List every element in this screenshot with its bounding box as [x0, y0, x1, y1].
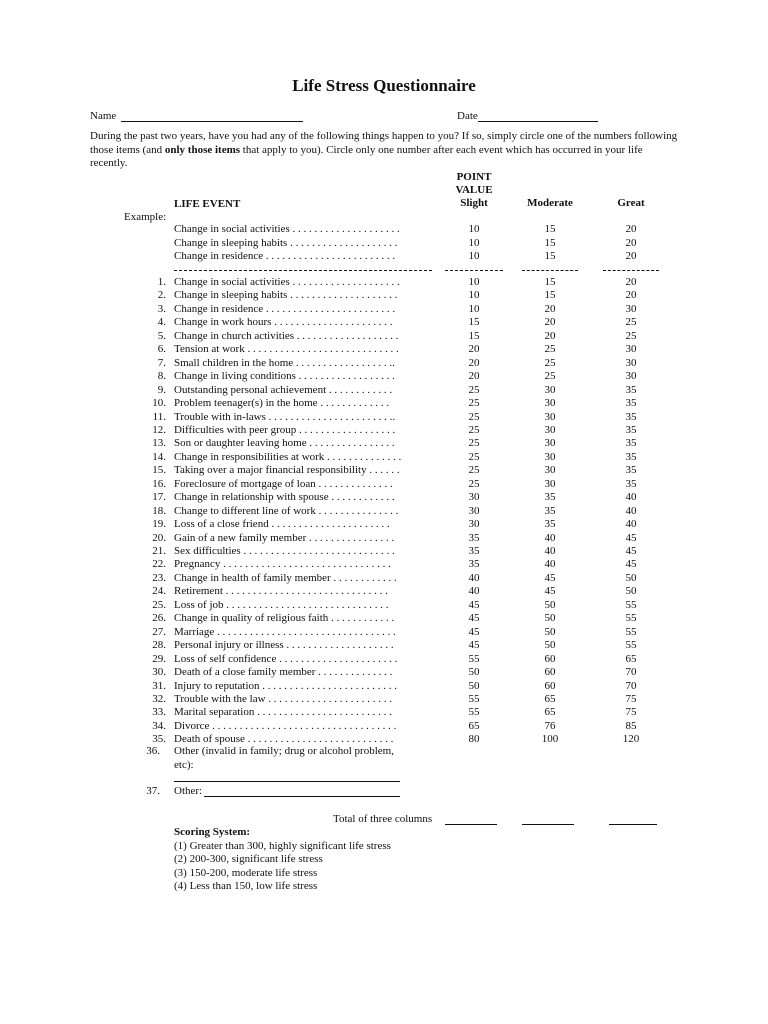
scoring-item: (4) Less than 150, low life stress: [174, 880, 318, 892]
separator-slight: [445, 270, 503, 271]
moderate-value[interactable]: 15: [544, 236, 556, 249]
slight-value[interactable]: 45: [468, 625, 480, 638]
event-label: Change in residence . . . . . . . . . . . . . . . . . . . . . . . .: [174, 250, 396, 262]
event-row: [0, 343, 768, 357]
slight-value[interactable]: 35: [468, 545, 480, 557]
name-label: Name: [90, 110, 117, 122]
slight-value[interactable]: 80: [468, 733, 480, 746]
event-number: 34.: [152, 719, 166, 732]
event-row: [0, 370, 768, 384]
event-number: 15.: [152, 464, 166, 477]
event-number: 24.: [152, 585, 166, 598]
instructions-bold: only those items: [164, 143, 241, 156]
slight-value[interactable]: 10: [468, 223, 480, 235]
great-value[interactable]: 35: [625, 464, 637, 477]
great-value[interactable]: 55: [625, 612, 637, 625]
moderate-value[interactable]: 30: [544, 450, 556, 463]
event-row: [0, 693, 768, 707]
moderate-value[interactable]: 45: [544, 571, 556, 584]
great-value[interactable]: 85: [625, 719, 637, 732]
moderate-value[interactable]: 25: [544, 370, 556, 383]
event-number: 14.: [152, 450, 166, 463]
event-number: 28.: [152, 639, 166, 652]
slight-value[interactable]: 30: [468, 518, 480, 531]
scoring-item: (2) 200-300, significant life stress: [174, 853, 323, 865]
event-label: Retirement . . . . . . . . . . . . . . . . . . . . . . . . . . . . . .: [174, 585, 388, 598]
moderate-value[interactable]: 40: [544, 531, 556, 544]
moderate-value[interactable]: 35: [544, 504, 556, 517]
event-row: [0, 572, 768, 586]
great-value[interactable]: 20: [625, 250, 637, 262]
slight-value[interactable]: 25: [468, 450, 480, 463]
event-label: Change in quality of religious faith . . . . . . . . . . . .: [174, 612, 395, 625]
great-value[interactable]: 20: [625, 223, 637, 235]
event-label: Change in church activities . . . . . . . . . . . . . . . . . . .: [174, 329, 399, 342]
event-number: 26.: [152, 612, 166, 625]
event-label: Taking over a major financial responsibility . . . . . .: [174, 464, 400, 477]
event-number: 27.: [152, 625, 166, 638]
event-row: [0, 384, 768, 398]
great-value[interactable]: 65: [625, 652, 637, 665]
event-label: Change in residence . . . . . . . . . . . . . . . . . . . . . . . .: [174, 302, 396, 315]
event-number: 35.: [152, 733, 166, 746]
event-number: 8.: [157, 370, 166, 383]
moderate-value[interactable]: 30: [544, 423, 556, 436]
event-label: Other (invalid in family; drug or alcohol problem, etc):: [174, 745, 394, 771]
slight-value[interactable]: 35: [468, 558, 480, 571]
moderate-value[interactable]: 30: [544, 477, 556, 490]
great-value[interactable]: 40: [625, 518, 637, 531]
event-row: [0, 639, 768, 653]
event-row: [0, 518, 768, 532]
event-label: Divorce . . . . . . . . . . . . . . . . . . . . . . . . . . . . . . . . . .: [174, 719, 397, 732]
great-value[interactable]: 70: [625, 679, 637, 692]
event-row: [0, 626, 768, 640]
great-value[interactable]: 25: [625, 329, 637, 342]
event-row: [0, 505, 768, 519]
example-label: Example:: [124, 211, 167, 223]
moderate-value[interactable]: 20: [544, 316, 556, 329]
moderate-value[interactable]: 30: [544, 464, 556, 477]
header-point-value: [446, 171, 502, 210]
slight-value[interactable]: 25: [468, 423, 480, 436]
event-label: Loss of self confidence . . . . . . . . . . . . . . . . . . . . . .: [174, 652, 398, 665]
event-row: [0, 680, 768, 694]
example-row: [0, 250, 768, 264]
page-title: Life Stress Questionnaire: [292, 76, 476, 95]
slight-value[interactable]: 25: [468, 410, 480, 423]
slight-value[interactable]: 50: [468, 679, 480, 692]
event-label: Personal injury or illness . . . . . . . . . . . . . . . . . . . .: [174, 639, 394, 652]
event-number: 30.: [152, 666, 166, 679]
slight-value[interactable]: 45: [468, 639, 480, 652]
event-number: 17.: [152, 491, 166, 504]
moderate-value[interactable]: 50: [544, 612, 556, 625]
total-great-blank[interactable]: [609, 824, 657, 825]
great-value[interactable]: 75: [625, 692, 637, 705]
event-label: Injury to reputation . . . . . . . . . . . . . . . . . . . . . . . . .: [174, 679, 398, 692]
event-row: [0, 599, 768, 613]
event-label: Change to different line of work . . . . . . . . . . . . . . .: [174, 504, 399, 517]
slight-value[interactable]: 20: [468, 356, 480, 369]
event-row: [0, 316, 768, 330]
event-number: 20.: [152, 531, 166, 544]
event-row: [0, 289, 768, 303]
moderate-value[interactable]: 15: [544, 276, 556, 288]
great-value[interactable]: 55: [625, 598, 637, 611]
great-value[interactable]: 55: [625, 639, 637, 652]
event-number: 18.: [152, 504, 166, 517]
event-number: 36.: [146, 745, 160, 757]
slight-value[interactable]: 55: [468, 692, 480, 705]
scoring-system: [174, 826, 391, 894]
event-row: [0, 612, 768, 626]
slight-value[interactable]: 55: [468, 652, 480, 665]
slight-value[interactable]: 25: [468, 397, 480, 410]
great-value[interactable]: 40: [625, 491, 637, 504]
event-number: 25.: [152, 598, 166, 611]
header-great: Great: [617, 197, 645, 209]
event-row: [0, 666, 768, 680]
event-label: Trouble with the law . . . . . . . . . . . . . . . . . . . . . . .: [174, 692, 393, 705]
event-number: 9.: [157, 383, 166, 396]
moderate-value[interactable]: 65: [544, 706, 556, 719]
event-label: Change in sleeping habits . . . . . . . . . . . . . . . . . . . .: [174, 289, 398, 302]
event-label: Loss of job . . . . . . . . . . . . . . . . . . . . . . . . . . . . . .: [174, 598, 389, 611]
event-number: 21.: [152, 545, 166, 557]
slight-value[interactable]: 45: [468, 612, 480, 625]
moderate-value[interactable]: 30: [544, 437, 556, 450]
great-value[interactable]: 35: [625, 477, 637, 490]
event-number: 31.: [152, 679, 166, 692]
event-label: Pregnancy . . . . . . . . . . . . . . . . . . . . . . . . . . . . . . .: [174, 558, 391, 571]
slight-value[interactable]: 10: [468, 276, 480, 288]
event-number: 10.: [152, 397, 166, 410]
great-value[interactable]: 30: [625, 356, 637, 369]
event-row: [0, 424, 768, 438]
great-value[interactable]: 20: [625, 276, 637, 288]
slight-value[interactable]: 25: [468, 464, 480, 477]
scoring-heading: Scoring System:: [174, 826, 251, 838]
event-number: 19.: [152, 518, 166, 531]
event-number: 29.: [152, 652, 166, 665]
moderate-value[interactable]: 50: [544, 639, 556, 652]
moderate-value[interactable]: 50: [544, 598, 556, 611]
event-label: Change in health of family member . . . . . . . . . . . .: [174, 571, 397, 584]
great-value[interactable]: 35: [625, 437, 637, 450]
event-label: Outstanding personal achievement . . . . . . . . . . . .: [174, 383, 393, 396]
slight-value[interactable]: 30: [468, 504, 480, 517]
event-label: Death of spouse . . . . . . . . . . . . . . . . . . . . . . . . . . .: [174, 733, 394, 746]
event-row: [0, 303, 768, 317]
slight-value[interactable]: 55: [468, 706, 480, 719]
name-field[interactable]: [90, 110, 303, 122]
event-row: [0, 464, 768, 478]
event-label: Marriage . . . . . . . . . . . . . . . . . . . . . . . . . . . . . . . . .: [174, 625, 396, 638]
moderate-value[interactable]: 35: [544, 491, 556, 504]
moderate-value[interactable]: 30: [544, 397, 556, 410]
name-blank-line[interactable]: [121, 111, 303, 122]
slight-value[interactable]: 15: [468, 316, 480, 329]
event-row: [0, 437, 768, 451]
event-number: 11.: [152, 410, 166, 423]
great-value[interactable]: 35: [625, 397, 637, 410]
example-row: [0, 223, 768, 237]
slight-value[interactable]: 30: [468, 491, 480, 504]
moderate-value[interactable]: 60: [544, 679, 556, 692]
event-label: Change in relationship with spouse . . . . . . . . . . . .: [174, 491, 395, 504]
great-value[interactable]: 50: [625, 571, 637, 584]
moderate-value[interactable]: 76: [544, 719, 556, 732]
event-label: Tension at work . . . . . . . . . . . . . . . . . . . . . . . . . . . .: [174, 343, 399, 356]
moderate-value[interactable]: 15: [544, 223, 556, 235]
slight-value[interactable]: 25: [468, 477, 480, 490]
slight-value[interactable]: 20: [468, 370, 480, 383]
great-value[interactable]: 35: [625, 410, 637, 423]
event-label: Gain of a new family member . . . . . . . . . . . . . . . .: [174, 531, 395, 544]
event-row: [0, 720, 768, 734]
event-label: Marital separation . . . . . . . . . . . . . . . . . . . . . . . . .: [174, 706, 392, 719]
header-point: POINT: [456, 171, 492, 183]
slight-value[interactable]: 40: [468, 585, 480, 598]
moderate-value[interactable]: 15: [544, 250, 556, 262]
slight-value[interactable]: 20: [468, 343, 480, 356]
great-value[interactable]: 30: [625, 302, 637, 315]
event-row: [0, 357, 768, 371]
event-label: Change in social activities . . . . . . . . . . . . . . . . . . . .: [174, 276, 400, 288]
great-value[interactable]: 70: [625, 666, 637, 679]
event-row: [0, 545, 768, 559]
great-value[interactable]: 35: [625, 383, 637, 396]
event-row: [0, 491, 768, 505]
great-value[interactable]: 35: [625, 450, 637, 463]
moderate-value[interactable]: 25: [544, 343, 556, 356]
instructions-text-2: that apply to you). Circle only one number after each event which has occurred in your life recently.: [90, 143, 643, 169]
moderate-value[interactable]: 40: [544, 558, 556, 571]
separator-great: [603, 270, 659, 271]
separator-event: [174, 270, 432, 271]
slight-value[interactable]: 25: [468, 437, 480, 450]
great-value[interactable]: 20: [625, 236, 637, 249]
scoring-item: (1) Greater than 300, highly significant life stress: [174, 839, 391, 852]
header-life-event: LIFE EVENT: [174, 198, 241, 210]
great-value[interactable]: 40: [625, 504, 637, 517]
header-moderate: Moderate: [527, 197, 573, 209]
moderate-value[interactable]: 20: [544, 329, 556, 342]
date-label: Date: [457, 110, 478, 122]
event-label: Change in work hours . . . . . . . . . . . . . . . . . . . . . .: [174, 316, 393, 329]
slight-value[interactable]: 10: [468, 302, 480, 315]
example-row: [0, 237, 768, 251]
event-number: 2.: [157, 289, 166, 302]
event-row: [0, 330, 768, 344]
date-blank-line[interactable]: [478, 111, 598, 122]
event-number: 1.: [157, 276, 166, 288]
event-row: [0, 411, 768, 425]
event-row: [0, 397, 768, 411]
event-row: [0, 706, 768, 720]
moderate-value[interactable]: 30: [544, 383, 556, 396]
event-row: [0, 653, 768, 667]
event-label: Change in social activities . . . . . . . . . . . . . . . . . . . .: [174, 223, 400, 235]
total-slight-blank[interactable]: [445, 824, 497, 825]
great-value[interactable]: 75: [625, 706, 637, 719]
header-value: VALUE: [455, 184, 493, 196]
event-number: 22.: [152, 558, 166, 571]
great-value[interactable]: 45: [625, 531, 637, 544]
moderate-value[interactable]: 30: [544, 410, 556, 423]
great-value[interactable]: 50: [625, 585, 637, 598]
event-number: 4.: [157, 316, 166, 329]
moderate-value[interactable]: 45: [544, 585, 556, 598]
total-moderate-blank[interactable]: [522, 824, 574, 825]
great-value[interactable]: 45: [625, 558, 637, 571]
scoring-item: (3) 150-200, moderate life stress: [174, 866, 318, 879]
great-value[interactable]: 120: [622, 733, 640, 746]
event-label: Trouble with in-laws . . . . . . . . . . . . . . . . . . . . . . ..: [174, 410, 396, 423]
slight-value[interactable]: 10: [468, 236, 480, 249]
great-value[interactable]: 20: [625, 289, 637, 302]
event-number: 5.: [157, 329, 166, 342]
event-label: Foreclosure of mortgage of loan . . . . . . . . . . . . . .: [174, 477, 393, 490]
great-value[interactable]: 45: [625, 545, 637, 557]
event-label: Sex difficulties . . . . . . . . . . . . . . . . . . . . . . . . . . . .: [174, 545, 395, 557]
event-label: Change in responsibilities at work . . . . . . . . . . . . . .: [174, 450, 402, 463]
moderate-value[interactable]: 15: [544, 289, 556, 302]
event-number: 7.: [157, 356, 166, 369]
moderate-value[interactable]: 20: [544, 302, 556, 315]
slight-value[interactable]: 45: [468, 598, 480, 611]
great-value[interactable]: 30: [625, 343, 637, 356]
other-37-blank-line[interactable]: [204, 796, 400, 797]
event-row: [0, 276, 768, 290]
event-number: 6.: [157, 343, 166, 356]
event-row: [0, 558, 768, 572]
event-label: Problem teenager(s) in the home . . . . . . . . . . . . .: [174, 397, 390, 410]
event-number: 12.: [152, 423, 166, 436]
moderate-value[interactable]: 60: [544, 666, 556, 679]
instructions: [90, 130, 680, 171]
date-field[interactable]: [457, 110, 598, 122]
slight-value[interactable]: 25: [468, 383, 480, 396]
great-value[interactable]: 30: [625, 370, 637, 383]
event-row: [0, 478, 768, 492]
moderate-value[interactable]: 50: [544, 625, 556, 638]
slight-value[interactable]: 50: [468, 666, 480, 679]
slight-value[interactable]: 65: [468, 719, 480, 732]
great-value[interactable]: 25: [625, 316, 637, 329]
event-number: 23.: [152, 571, 166, 584]
event-number: 13.: [152, 437, 166, 450]
slight-value[interactable]: 35: [468, 531, 480, 544]
event-label: Change in living conditions . . . . . . . . . . . . . . . . . .: [174, 370, 395, 383]
header-slight: Slight: [460, 197, 488, 209]
event-label: Change in sleeping habits . . . . . . . . . . . . . . . . . . . .: [174, 236, 398, 249]
moderate-value[interactable]: 25: [544, 356, 556, 369]
event-label: Small children in the home . . . . . . . . . . . . . . . . . ..: [174, 356, 395, 369]
event-label: Loss of a close friend . . . . . . . . . . . . . . . . . . . . . .: [174, 518, 390, 531]
event-label: Other:: [174, 785, 203, 797]
event-label: Difficulties with peer group . . . . . . . . . . . . . . . . . .: [174, 423, 396, 436]
event-number: 33.: [152, 706, 166, 719]
other-36-blank-line[interactable]: [174, 781, 400, 782]
event-number: 32.: [152, 692, 166, 705]
moderate-value[interactable]: 35: [544, 518, 556, 531]
moderate-value[interactable]: 40: [544, 545, 556, 557]
instructions-text-1: During the past two years, have you had any of the following things happen to you? If so, simply circle one of the numbers following those items (and: [90, 130, 678, 156]
slight-value[interactable]: 10: [468, 289, 480, 302]
great-value[interactable]: 55: [625, 625, 637, 638]
slight-value[interactable]: 40: [468, 571, 480, 584]
event-row: [0, 451, 768, 465]
event-number: 16.: [152, 477, 166, 490]
great-value[interactable]: 35: [625, 423, 637, 436]
event-number: 3.: [157, 302, 166, 315]
event-label: Son or daughter leaving home . . . . . . . . . . . . . . . .: [174, 437, 395, 450]
moderate-value[interactable]: 60: [544, 652, 556, 665]
slight-value[interactable]: 15: [468, 329, 480, 342]
moderate-value[interactable]: 65: [544, 692, 556, 705]
event-number: 37.: [146, 785, 160, 797]
total-label: Total of three columns: [333, 813, 433, 825]
separator-moderate: [522, 270, 578, 271]
moderate-value[interactable]: 100: [541, 733, 559, 746]
event-row: [0, 532, 768, 546]
event-row: [0, 585, 768, 599]
event-label: Death of a close family member . . . . . . . . . . . . . .: [174, 666, 393, 679]
slight-value[interactable]: 10: [468, 250, 480, 262]
